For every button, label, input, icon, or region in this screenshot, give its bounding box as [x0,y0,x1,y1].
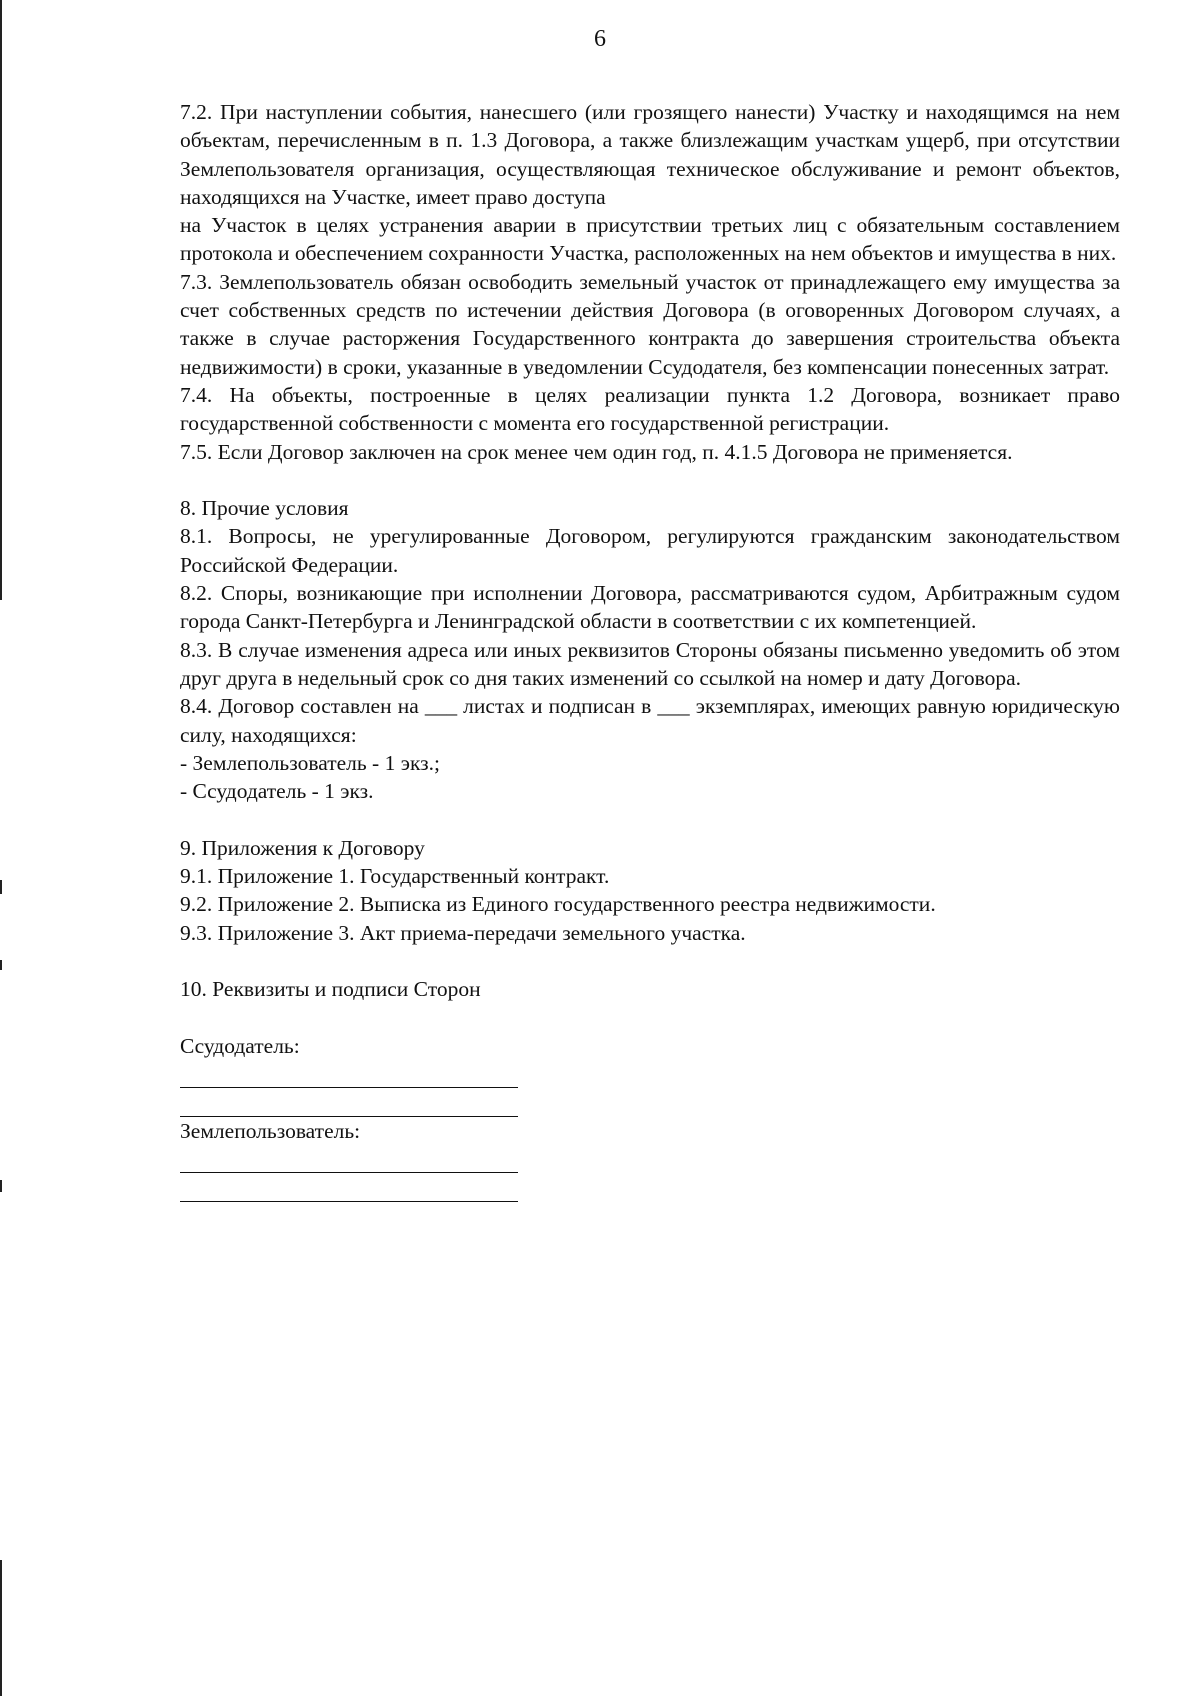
page-number: 6 [594,26,606,52]
lender-signature-line-2 [180,1088,518,1116]
lender-signature-line [180,1060,518,1088]
section-8-heading: 8. Прочие условия [180,496,349,521]
document-body [180,98,1120,1202]
copies-land-user: - Землепользователь - 1 экз.; [180,750,440,775]
land-user-signature-line-2 [180,1173,518,1201]
copies-lender: - Ссудодатель - 1 экз. [180,779,374,804]
scan-edge-mark [0,960,2,970]
lender-label: Ссудодатель: [180,1033,300,1058]
section-10-heading: 10. Реквизиты и подписи Сторон [180,977,481,1002]
scan-edge-mark [0,0,2,600]
appendix-9-1: 9.1. Приложение 1. Государственный контракт. [180,864,610,889]
land-user-label: Землепользователь: [180,1118,361,1143]
scan-edge-mark [0,880,2,894]
paragraph-7-3: 7.3. Землепользователь обязан освободить земельный участок от принадлежащего ему имущества за счет собственных средств по истечении действия Договора (в оговоренных Договором случаях, а также в случае расторжения Государственного контракта до завершения строительства объекта недвижимости) в сроки, указанные в уведомлении Ссудодателя, без компенсации понесенных затрат. [180,269,1120,379]
appendix-9-2: 9.2. Приложение 2. Выписка из Единого государственного реестра недвижимости. [180,892,936,917]
paragraph-7-2: 7.2. При наступлении события, нанесшего (или грозящего нанести) Участку и находящимся на нем объектам, перечисленным в п. 1.3 Договора, а также близлежащим участкам ущерб, при отсутствии Землепользователя организация, осуществляющая техническое обслуживание и ремонт объектов, находящихся на Участке, имеет право доступа [180,100,1120,209]
paragraph-8-2: 8.2. Споры, возникающие при исполнении Договора, рассматриваются судом, Арбитражным судом города Санкт-Петербурга и Ленинградской области в соответствии с их компетенцией. [180,581,1120,634]
paragraph-7-4: 7.4. На объекты, построенные в целях реализации пункта 1.2 Договора, возникает право государственной собственности с момента его государственной регистрации. [180,382,1120,436]
paragraph-8-4: 8.4. Договор составлен на ___ листах и подписан в ___ экземплярах, имеющих равную юридическую силу, находящихся: [180,694,1120,747]
paragraph-7-5: 7.5. Если Договор заключен на срок менее чем один год, п. 4.1.5 Договора не применяется. [180,439,1013,464]
land-user-signature-line [180,1145,518,1173]
paragraph-7-2-cont: на Участок в целях устранения аварии в присутствии третьих лиц с обязательным составлением протокола и обеспечением сохранности Участка, расположенных на нем объектов и имущества в них. [180,213,1120,266]
paragraph-8-1: 8.1. Вопросы, не урегулированные Договором, регулируются гражданским законодательством Российской Федерации. [180,524,1120,577]
scan-edge-mark [0,1560,2,1696]
section-9-heading: 9. Приложения к Договору [180,835,425,860]
scan-edge-mark [0,1180,2,1192]
paragraph-8-3: 8.3. В случае изменения адреса или иных реквизитов Стороны обязаны письменно уведомить об этом друг друга в недельный срок со дня таких изменений со ссылкой на номер и дату Договора. [180,637,1120,690]
appendix-9-3: 9.3. Приложение 3. Акт приема-передачи земельного участка. [180,920,746,945]
